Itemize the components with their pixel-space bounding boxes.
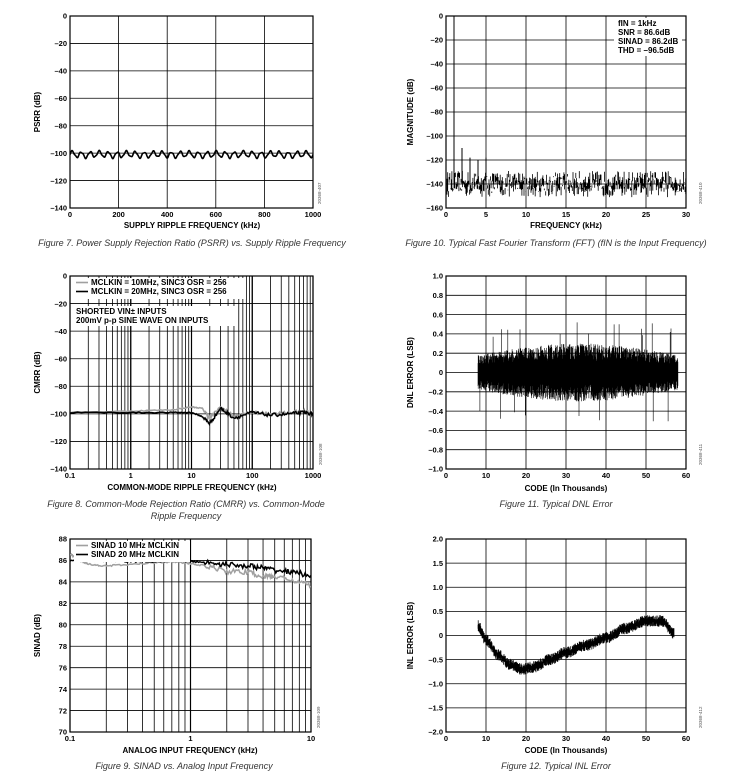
y-tick-label: –140: [50, 464, 67, 474]
y-tick-label: –40: [54, 66, 67, 76]
figure-id: 20368-411: [698, 443, 703, 465]
chart-sinad: [33, 535, 321, 771]
x-axis-label: CODE (In Thousands): [524, 746, 608, 755]
x-tick-label: 40: [601, 734, 611, 743]
y-tick-label: –20: [54, 299, 67, 309]
x-tick-label: 30: [561, 734, 571, 743]
x-tick-label: 400: [160, 210, 174, 219]
x-tick-label: 10: [521, 210, 531, 219]
y-tick-label: 70: [58, 727, 67, 737]
x-tick-label: 10: [481, 471, 491, 480]
figure-id: 20368-410: [698, 182, 703, 204]
y-tick-label: 1.0: [432, 582, 443, 592]
legend-label: SINAD 20 MHz MCLKIN: [91, 550, 180, 559]
x-tick-label: 30: [561, 471, 571, 480]
x-tick-label: 60: [681, 734, 691, 743]
annotation-text: fIN = 1kHz: [618, 19, 657, 28]
figure-caption: Figure 12. Typical INL Error: [501, 761, 611, 771]
y-tick-label: –1.0: [428, 679, 443, 689]
figure-caption: Figure 8. Common-Mode Rejection Ratio (CMRR) vs. Common-Mode: [47, 499, 325, 509]
y-axis-label: DNL ERROR (LSB): [406, 337, 415, 408]
x-tick-label: 200: [112, 210, 125, 219]
y-tick-label: 72: [58, 706, 67, 716]
figure-caption: Figure 10. Typical Fast Fourier Transform (FFT) (fIN is the Input Frequency): [405, 238, 707, 248]
x-tick-label: 1: [188, 734, 193, 743]
annotation-text: SHORTED VIN± INPUTS: [76, 307, 167, 316]
figure-caption: Figure 7. Power Supply Rejection Ratio (PSRR) vs. Supply Ripple Frequency: [38, 238, 346, 248]
legend: [74, 541, 190, 562]
x-axis-label: FREQUENCY (kHz): [530, 221, 602, 230]
x-tick-label: 10: [187, 471, 196, 480]
y-tick-label: 0.2: [432, 348, 443, 358]
y-tick-label: 0: [438, 368, 443, 378]
x-tick-label: 0: [443, 210, 449, 219]
chart-dnl: [406, 272, 703, 509]
x-tick-label: 10: [306, 734, 316, 743]
y-tick-label: –140: [426, 179, 443, 189]
y-tick-label: –40: [430, 59, 443, 69]
y-tick-label: –120: [50, 176, 67, 186]
x-tick-label: 50: [641, 734, 651, 743]
y-tick-label: 0: [438, 11, 443, 21]
x-tick-label: 20: [521, 734, 531, 743]
y-tick-label: 82: [58, 599, 67, 609]
x-tick-label: 25: [641, 210, 651, 219]
y-tick-label: 74: [58, 684, 67, 694]
y-tick-label: –100: [426, 131, 443, 141]
y-tick-label: –100: [50, 148, 67, 158]
y-tick-label: –0.5: [428, 655, 443, 665]
x-axis-label: COMMON-MODE RIPPLE FREQUENCY (kHz): [107, 483, 277, 492]
y-tick-label: –20: [430, 35, 443, 45]
figure-caption: Figure 9. SINAD vs. Analog Input Frequency: [95, 761, 273, 771]
x-tick-label: 50: [641, 471, 651, 480]
x-tick-label: 15: [561, 210, 571, 219]
figure-id: 20368-109: [316, 706, 321, 728]
y-tick-label: 0: [62, 271, 67, 281]
y-axis-label: PSRR (dB): [33, 91, 42, 133]
y-tick-label: –160: [426, 203, 443, 213]
y-tick-label: 86: [58, 556, 67, 566]
y-tick-label: –80: [54, 121, 67, 131]
y-tick-label: 0.5: [432, 607, 443, 617]
y-tick-label: –100: [50, 409, 67, 419]
chart-inl: [406, 535, 703, 771]
y-tick-label: –80: [54, 381, 67, 391]
y-tick-label: –0.2: [428, 387, 443, 397]
x-tick-label: 40: [601, 471, 611, 480]
x-tick-label: 1: [128, 471, 133, 480]
y-tick-label: 0: [62, 11, 67, 21]
legend-label: MCLKIN = 10MHz, SINC3 OSR = 256: [91, 278, 227, 287]
x-tick-label: 0: [67, 210, 73, 219]
y-tick-label: 76: [58, 663, 67, 673]
x-axis-label: ANALOG INPUT FREQUENCY (kHz): [122, 746, 258, 755]
y-tick-label: –2.0: [428, 727, 443, 737]
y-tick-label: –40: [54, 326, 67, 336]
legend-label: MCLKIN = 20MHz, SINC3 OSR = 256: [91, 287, 227, 296]
x-tick-label: 20: [601, 210, 611, 219]
figure-caption: Ripple Frequency: [150, 511, 222, 521]
x-tick-label: 0.1: [64, 471, 76, 480]
legend: [74, 278, 246, 299]
y-tick-label: –140: [50, 203, 67, 213]
x-tick-label: 800: [258, 210, 271, 219]
y-tick-label: –0.8: [428, 445, 443, 455]
y-tick-label: 0.4: [432, 329, 443, 339]
y-tick-label: 88: [58, 534, 67, 544]
annotation-text: SINAD = 86.2dB: [618, 37, 679, 46]
y-axis-label: INL ERROR (LSB): [406, 601, 415, 670]
chart-cmrr: [33, 272, 325, 521]
y-tick-label: –60: [54, 93, 67, 103]
y-tick-label: 2.0: [432, 534, 443, 544]
y-tick-label: –60: [54, 354, 67, 364]
y-tick-label: 80: [58, 620, 67, 630]
x-tick-label: 60: [681, 471, 691, 480]
y-tick-label: 0.6: [432, 310, 443, 320]
x-tick-label: 1000: [304, 471, 322, 480]
legend-label: SINAD 10 MHz MCLKIN: [91, 541, 180, 550]
y-tick-label: 78: [58, 641, 67, 651]
y-tick-label: –120: [50, 437, 67, 447]
y-axis-label: SINAD (dB): [33, 613, 42, 658]
y-tick-label: 0: [438, 631, 443, 641]
figure-id: 20368-407: [317, 182, 322, 204]
x-tick-label: 0: [443, 471, 449, 480]
y-tick-label: 84: [58, 577, 67, 587]
y-axis-label: CMRR (dB): [33, 351, 42, 394]
x-tick-label: 5: [483, 210, 489, 219]
x-tick-label: 30: [681, 210, 691, 219]
y-tick-label: –1.0: [428, 464, 443, 474]
x-tick-label: 10: [481, 734, 491, 743]
x-tick-label: 20: [521, 471, 531, 480]
y-tick-label: –80: [430, 107, 443, 117]
x-axis-label: SUPPLY RIPPLE FREQUENCY (kHz): [123, 221, 261, 230]
x-tick-label: 100: [245, 471, 259, 480]
annotation-text: SNR = 86.6dB: [618, 28, 671, 37]
annotation-text: THD = –96.5dB: [618, 46, 675, 55]
chart-psrr: [33, 12, 346, 248]
y-tick-label: –0.6: [428, 426, 443, 436]
x-tick-label: 0: [443, 734, 449, 743]
y-tick-label: –0.4: [428, 406, 443, 416]
x-tick-label: 1000: [304, 210, 322, 219]
x-tick-label: 0.1: [64, 734, 76, 743]
x-axis-label: CODE (In Thousands): [524, 484, 608, 493]
figure-caption: Figure 11. Typical DNL Error: [499, 499, 613, 509]
y-tick-label: 1.0: [432, 271, 443, 281]
y-tick-label: –20: [54, 39, 67, 49]
chart-fft: [405, 12, 706, 248]
y-tick-label: 1.5: [432, 558, 443, 568]
y-tick-label: –60: [430, 83, 443, 93]
y-tick-label: 0.8: [432, 291, 443, 300]
annotation-text: 200mV p-p SINE WAVE ON INPUTS: [76, 316, 209, 325]
figure-id: 20368-108: [318, 443, 323, 465]
y-tick-label: –1.5: [428, 703, 443, 713]
figure-id: 20368-412: [698, 706, 703, 728]
plot-area: [70, 16, 313, 208]
annotation-block: [74, 306, 236, 326]
x-tick-label: 600: [209, 210, 223, 219]
y-tick-label: –120: [426, 155, 443, 165]
y-axis-label: MAGNITUDE (dB): [406, 78, 415, 146]
annotation-block: [614, 18, 682, 56]
